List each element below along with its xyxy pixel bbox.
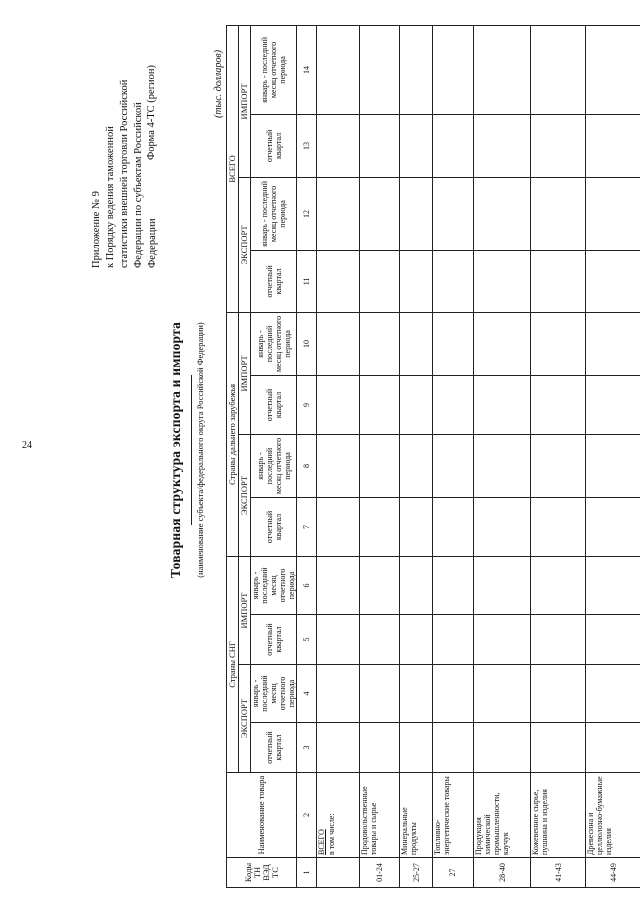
column-number: 11: [297, 250, 317, 312]
value-cell: [432, 615, 473, 665]
export-header: ЭКСПОРТ: [239, 177, 251, 312]
value-cell: [432, 665, 473, 723]
column-number: 6: [297, 556, 317, 614]
period-quarter-header: отчетный квартал: [251, 375, 297, 434]
form-label: Форма 4-ТС (регион): [146, 65, 157, 160]
export-header: ЭКСПОРТ: [239, 665, 251, 773]
row-name-cell: [317, 773, 359, 858]
value-cell: [400, 375, 433, 434]
value-cell: [359, 250, 400, 312]
value-cell: [400, 434, 433, 497]
value-cell: [317, 615, 359, 665]
value-cell: [400, 615, 433, 665]
value-cell: [473, 312, 531, 375]
value-cell: [432, 375, 473, 434]
value-cell: [400, 25, 433, 114]
value-cell: [400, 556, 433, 614]
value-cell: [586, 615, 640, 665]
value-cell: [586, 556, 640, 614]
appendix-line-4: Федерации по субъектам Российской: [133, 102, 144, 268]
period-ytd-header: январь - последний месяц отчетного периода: [251, 665, 297, 723]
value-cell: [586, 114, 640, 177]
value-cell: [317, 177, 359, 250]
value-cell: [586, 723, 640, 773]
appendix-line-2: к Порядку ведения таможенной: [105, 126, 116, 268]
value-cell: [359, 497, 400, 556]
table-row: [473, 25, 531, 887]
value-cell: [531, 177, 586, 250]
including-label: в том числе:: [327, 813, 337, 855]
value-cell: [586, 665, 640, 723]
appendix-line-1: Приложение № 9: [91, 191, 102, 268]
value-cell: [531, 434, 586, 497]
value-cell: [400, 497, 433, 556]
value-cell: [317, 312, 359, 375]
value-cell: [359, 434, 400, 497]
table-row: [586, 25, 640, 887]
value-cell: [317, 556, 359, 614]
value-cell: [317, 665, 359, 723]
period-ytd-header: январь - последний месяц отчетного периода: [251, 434, 297, 497]
value-cell: [586, 497, 640, 556]
row-code-cell: 28-40: [473, 858, 531, 888]
value-cell: [317, 434, 359, 497]
row-name-cell: Минеральные продукты: [400, 773, 433, 858]
subject-fill-line: [191, 375, 192, 525]
period-ytd-header: январь - последний месяц отчетного периода: [251, 25, 297, 114]
column-number: 10: [297, 312, 317, 375]
row-code-cell: 44-49: [586, 858, 640, 888]
value-cell: [473, 665, 531, 723]
total-label: ВСЕГО: [317, 829, 327, 855]
value-cell: [531, 114, 586, 177]
value-cell: [531, 497, 586, 556]
value-cell: [586, 25, 640, 114]
row-name-cell: Топливно-энергетические товары: [432, 773, 473, 858]
import-header: ИМПОРТ: [239, 556, 251, 664]
value-cell: [432, 114, 473, 177]
table-row-total: [317, 25, 359, 887]
document-title: Товарная структура экспорта и импорта: [168, 321, 183, 579]
period-quarter-header: отчетный квартал: [251, 114, 297, 177]
value-cell: [359, 375, 400, 434]
units-label: (тыс. долларов): [213, 49, 224, 118]
column-number-row: [297, 25, 317, 887]
row-name-cell: Кожевенное сырье, пушнина и изделия: [531, 773, 586, 858]
value-cell: [359, 312, 400, 375]
row-code-cell: [317, 858, 359, 888]
value-cell: [400, 723, 433, 773]
column-number: 7: [297, 497, 317, 556]
value-cell: [473, 375, 531, 434]
group-header-total: ВСЕГО: [227, 25, 239, 312]
row-name-cell: Древесина и целлюлозно-бумажные изделия: [586, 773, 640, 858]
value-cell: [432, 434, 473, 497]
value-cell: [432, 556, 473, 614]
row-name-cell: Продукция химической промышленности, каучук: [473, 773, 531, 858]
value-cell: [473, 114, 531, 177]
column-number: 2: [297, 773, 317, 858]
column-number: 9: [297, 375, 317, 434]
value-cell: [317, 375, 359, 434]
value-cell: [400, 114, 433, 177]
value-cell: [473, 497, 531, 556]
value-cell: [432, 723, 473, 773]
value-cell: [586, 177, 640, 250]
value-cell: [531, 25, 586, 114]
value-cell: [531, 723, 586, 773]
value-cell: [359, 25, 400, 114]
value-cell: [473, 177, 531, 250]
row-code-cell: 25-27: [400, 858, 433, 888]
value-cell: [317, 723, 359, 773]
value-cell: [432, 312, 473, 375]
value-cell: [432, 25, 473, 114]
period-ytd-header: январь - последний месяц отчетного периода: [251, 556, 297, 614]
table-row: [432, 25, 473, 887]
period-quarter-header: отчетный квартал: [251, 615, 297, 665]
value-cell: [400, 665, 433, 723]
value-cell: [317, 497, 359, 556]
value-cell: [473, 434, 531, 497]
value-cell: [400, 250, 433, 312]
value-cell: [359, 665, 400, 723]
value-cell: [586, 375, 640, 434]
page-number: 24: [22, 440, 32, 451]
period-quarter-header: отчетный квартал: [251, 497, 297, 556]
value-cell: [400, 312, 433, 375]
column-number: 14: [297, 25, 317, 114]
group-header-cis: Страны СНГ: [227, 556, 239, 772]
value-cell: [531, 556, 586, 614]
value-cell: [531, 312, 586, 375]
import-header: ИМПОРТ: [239, 312, 251, 434]
appendix-line-3: статистики внешней торговли Российской: [119, 79, 130, 268]
column-number: 5: [297, 615, 317, 665]
value-cell: [317, 114, 359, 177]
row-code-cell: 27: [432, 858, 473, 888]
value-cell: [317, 250, 359, 312]
value-cell: [473, 556, 531, 614]
column-number: 3: [297, 723, 317, 773]
row-name-cell: Продовольственные товары и сырье: [359, 773, 400, 858]
import-header: ИМПОРТ: [239, 25, 251, 177]
period-quarter-header: отчетный квартал: [251, 250, 297, 312]
value-cell: [432, 177, 473, 250]
row-code-cell: 01-24: [359, 858, 400, 888]
trade-structure-table: [226, 25, 640, 888]
value-cell: [432, 497, 473, 556]
value-cell: [531, 375, 586, 434]
value-cell: [359, 723, 400, 773]
value-cell: [586, 250, 640, 312]
value-cell: [359, 556, 400, 614]
value-cell: [359, 615, 400, 665]
table-row: [400, 25, 433, 887]
period-quarter-header: отчетный квартал: [251, 723, 297, 773]
value-cell: [432, 250, 473, 312]
table-row: [359, 25, 400, 887]
value-cell: [586, 312, 640, 375]
table-row: [531, 25, 586, 887]
column-number: 12: [297, 177, 317, 250]
value-cell: [317, 25, 359, 114]
value-cell: [473, 250, 531, 312]
value-cell: [473, 615, 531, 665]
value-cell: [531, 665, 586, 723]
value-cell: [359, 177, 400, 250]
value-cell: [400, 177, 433, 250]
group-header-far-abroad: Страны дальнего зарубежья: [227, 312, 239, 556]
column-number: 13: [297, 114, 317, 177]
column-number: 1: [297, 858, 317, 888]
value-cell: [473, 723, 531, 773]
value-cell: [531, 615, 586, 665]
value-cell: [586, 434, 640, 497]
column-number: 8: [297, 434, 317, 497]
column-number: 4: [297, 665, 317, 723]
export-header: ЭКСПОРТ: [239, 434, 251, 556]
row-code-cell: 41-43: [531, 858, 586, 888]
name-header: Наименование товара: [227, 773, 297, 858]
subject-caption: (наименование субъекта/федерального округа Российской Федерации): [195, 322, 205, 578]
value-cell: [531, 250, 586, 312]
period-ytd-header: январь - последний месяц отчетного периода: [251, 312, 297, 375]
period-ytd-header: январь - последний месяц отчетного периода: [251, 177, 297, 250]
code-header: Коды ТН ВЭД ТС: [227, 858, 297, 888]
value-cell: [359, 114, 400, 177]
value-cell: [473, 25, 531, 114]
appendix-line-5: Федерации: [147, 218, 158, 268]
